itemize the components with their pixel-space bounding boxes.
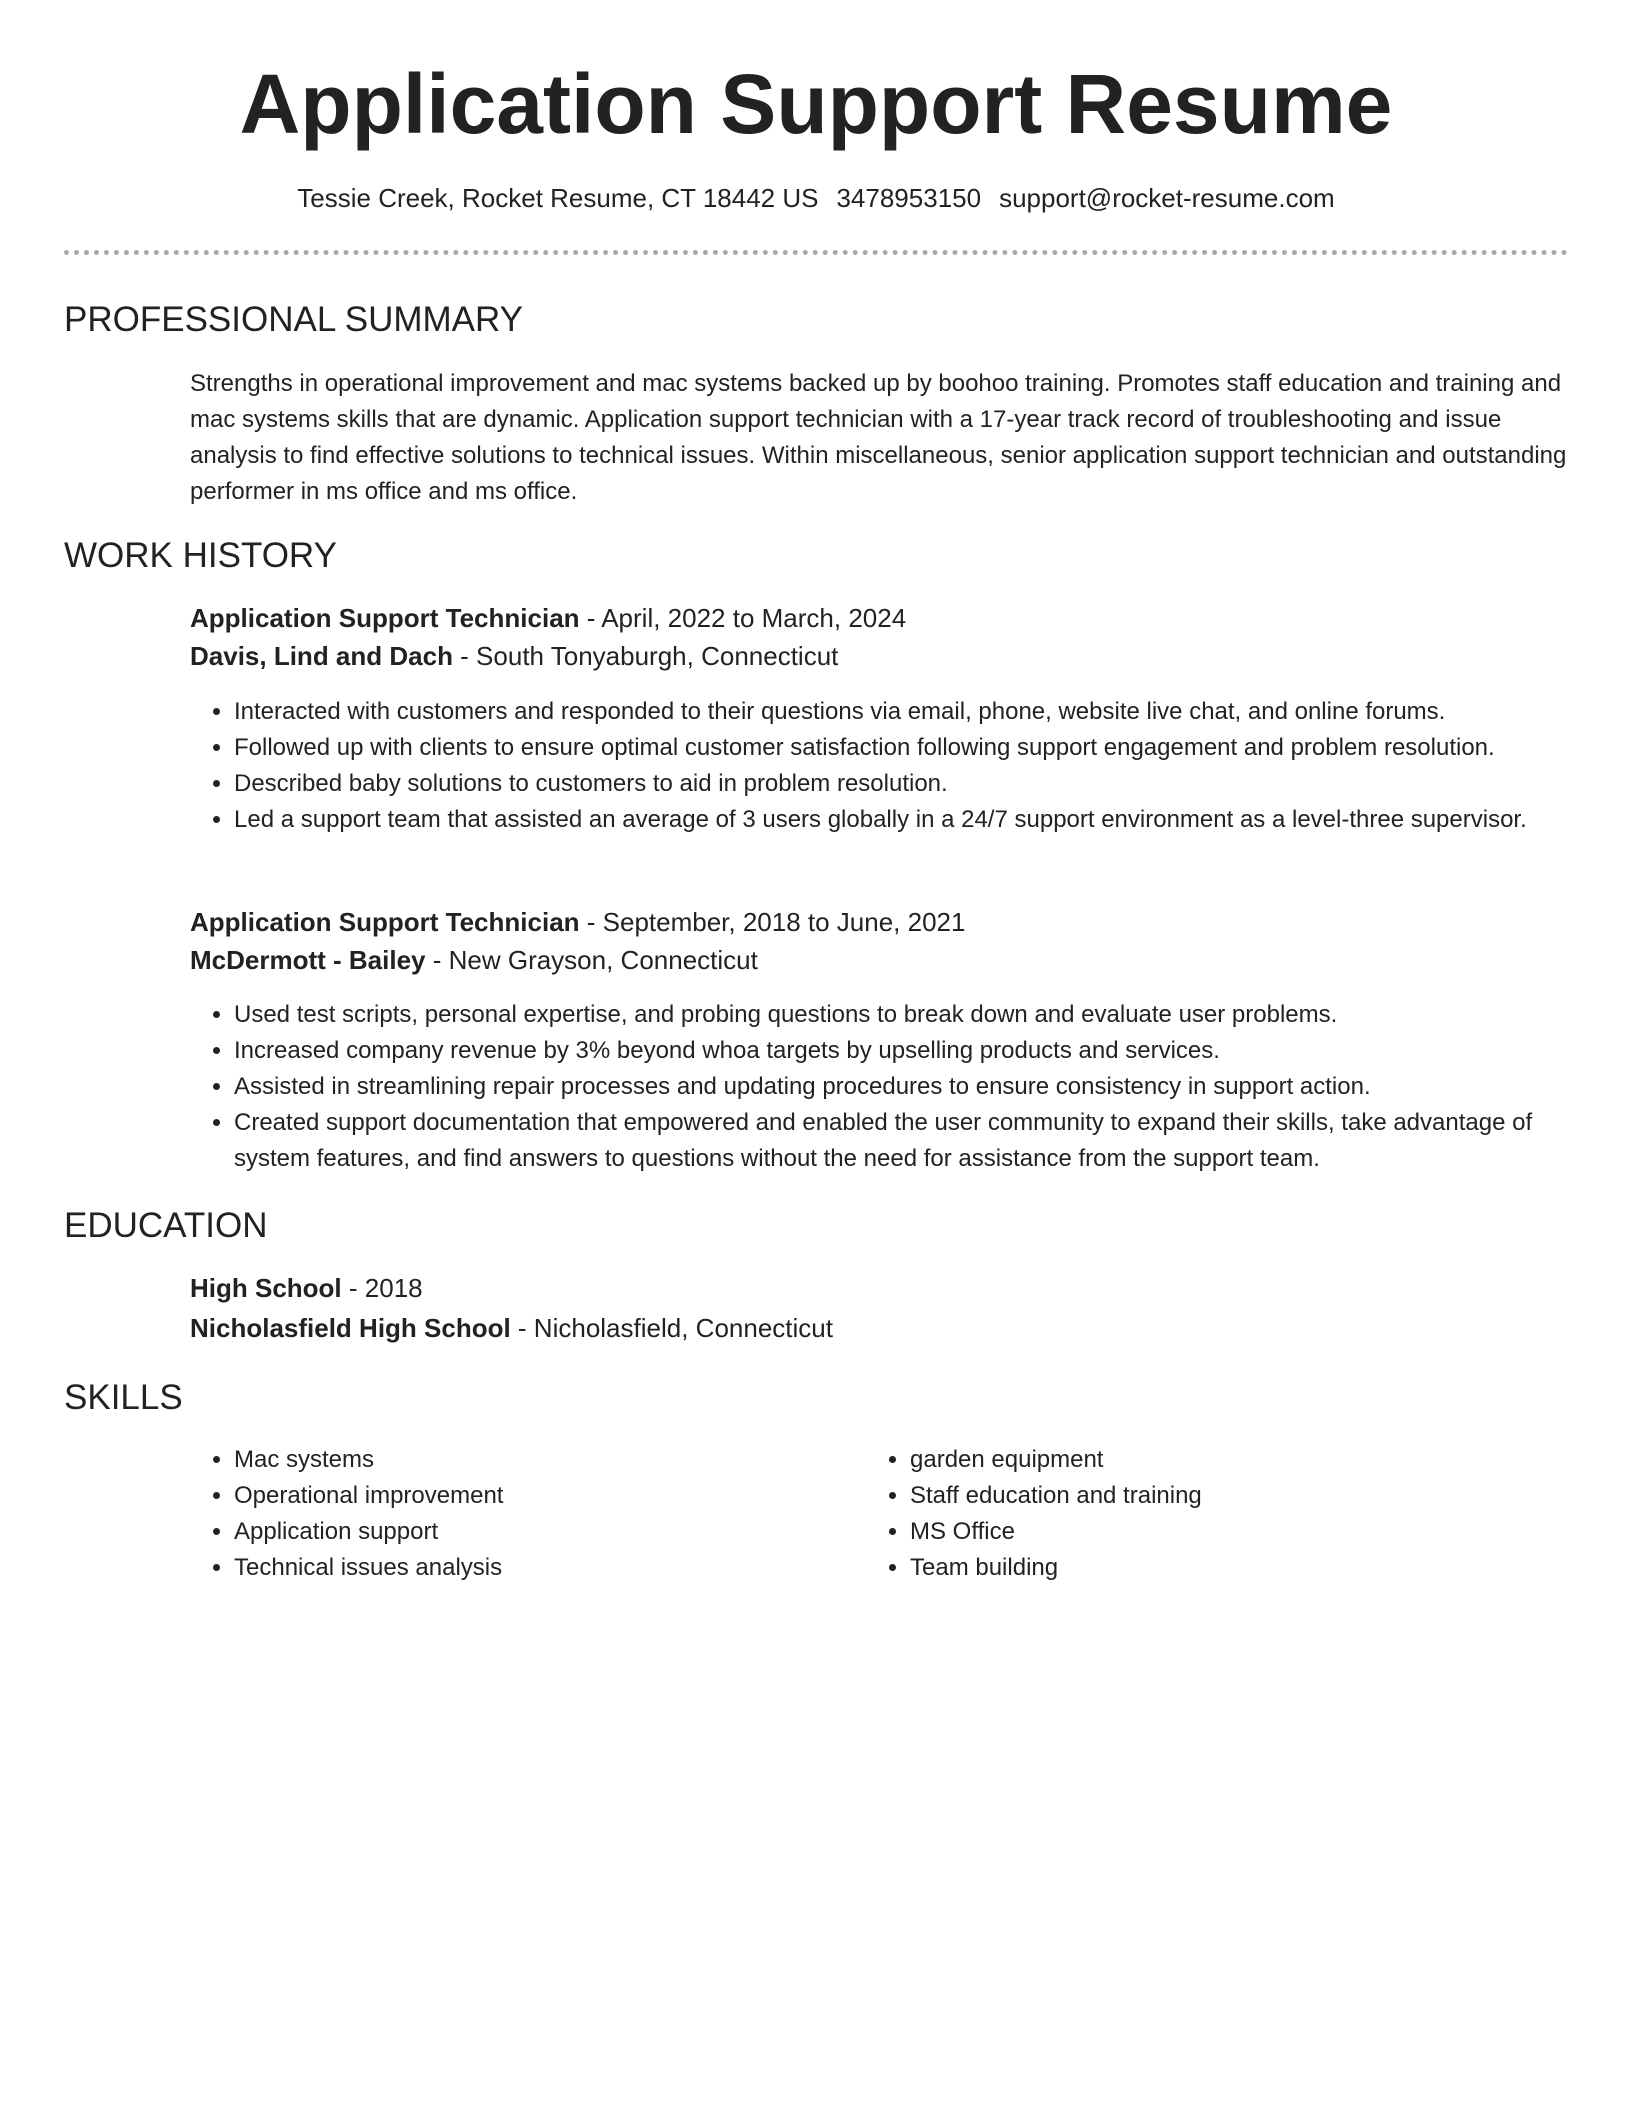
list-item: • Team building bbox=[910, 1550, 1550, 1586]
header-divider bbox=[64, 250, 1568, 255]
contact-address: Tessie Creek, Rocket Resume, CT 18442 US bbox=[297, 183, 819, 213]
education-school-line bbox=[190, 1310, 833, 1346]
education-heading: EDUCATION bbox=[64, 1206, 268, 1245]
job-1-title: Application Support Technician bbox=[190, 603, 580, 633]
list-item: • MS Office bbox=[910, 1514, 1550, 1550]
resume-title: Application Support Resume bbox=[239, 57, 1393, 151]
list-item: • Technical issues analysis bbox=[234, 1550, 874, 1586]
list-item: • Assisted in streamlining repair processes and updating procedures to ensure consistency in support action. bbox=[234, 1069, 1614, 1105]
list-item: • Staff education and training bbox=[910, 1478, 1550, 1514]
list-item: • Mac systems bbox=[234, 1442, 874, 1478]
education-degree-line bbox=[190, 1270, 423, 1306]
job-2-company: McDermott - Bailey bbox=[190, 945, 426, 975]
work-history-heading: WORK HISTORY bbox=[64, 536, 337, 575]
education-school: Nicholasfield High School bbox=[190, 1313, 511, 1343]
job-1-title-line bbox=[190, 600, 906, 636]
contact-phone: 3478953150 bbox=[836, 183, 982, 213]
skills-list-left bbox=[190, 1442, 874, 1586]
job-2-company-line bbox=[190, 942, 758, 978]
list-item: • Created support documentation that empowered and enabled the user community to expand their skills, take advantage of system features, and find answers to questions without the need for assistance from the support team. bbox=[234, 1105, 1614, 1177]
job-1-location: - South Tonyaburgh, Connecticut bbox=[452, 641, 839, 671]
job-2-location: - New Grayson, Connecticut bbox=[425, 945, 758, 975]
list-item: • Operational improvement bbox=[234, 1478, 874, 1514]
summary-text: Strengths in operational improvement and mac systems backed up by boohoo training. Promotes staff education and training and mac systems skills that are dynamic. Application support technician with a 17-year track record of troubleshooting and issue analysis to find effective solutions to technical issues. Within miscellaneous, senior application support technician and outstanding performer in ms office and ms office. bbox=[190, 370, 1567, 505]
skills-list-right bbox=[866, 1442, 1550, 1586]
education-year: - 2018 bbox=[341, 1273, 423, 1303]
job-1-company: Davis, Lind and Dach bbox=[190, 641, 453, 671]
contact-email: support@rocket-resume.com bbox=[999, 183, 1335, 213]
list-item: • Described baby solutions to customers to aid in problem resolution. bbox=[234, 766, 1614, 802]
job-2-dates: - September, 2018 to June, 2021 bbox=[579, 907, 966, 937]
job-1-dates: - April, 2022 to March, 2024 bbox=[579, 603, 907, 633]
job-2-title: Application Support Technician bbox=[190, 907, 580, 937]
job-2-bullets bbox=[190, 997, 1614, 1177]
list-item: • Interacted with customers and responded to their questions via email, phone, website live chat, and online forums. bbox=[234, 694, 1614, 730]
job-1-bullets bbox=[190, 694, 1614, 838]
contact-line bbox=[0, 180, 1632, 216]
list-item: • Used test scripts, personal expertise, and probing questions to break down and evaluate user problems. bbox=[234, 997, 1614, 1033]
list-item: • Led a support team that assisted an average of 3 users globally in a 24/7 support environment as a level-three supervisor. bbox=[234, 802, 1614, 838]
education-location: - Nicholasfield, Connecticut bbox=[510, 1313, 833, 1343]
list-item: • Increased company revenue by 3% beyond whoa targets by upselling products and services. bbox=[234, 1033, 1614, 1069]
job-1-company-line bbox=[190, 638, 838, 674]
list-item: • Application support bbox=[234, 1514, 874, 1550]
list-item: • Followed up with clients to ensure optimal customer satisfaction following support engagement and problem resolution. bbox=[234, 730, 1614, 766]
education-degree: High School bbox=[190, 1273, 342, 1303]
list-item: • garden equipment bbox=[910, 1442, 1550, 1478]
job-2-title-line bbox=[190, 904, 965, 940]
skills-heading: SKILLS bbox=[64, 1378, 183, 1417]
summary-heading: PROFESSIONAL SUMMARY bbox=[64, 300, 523, 339]
